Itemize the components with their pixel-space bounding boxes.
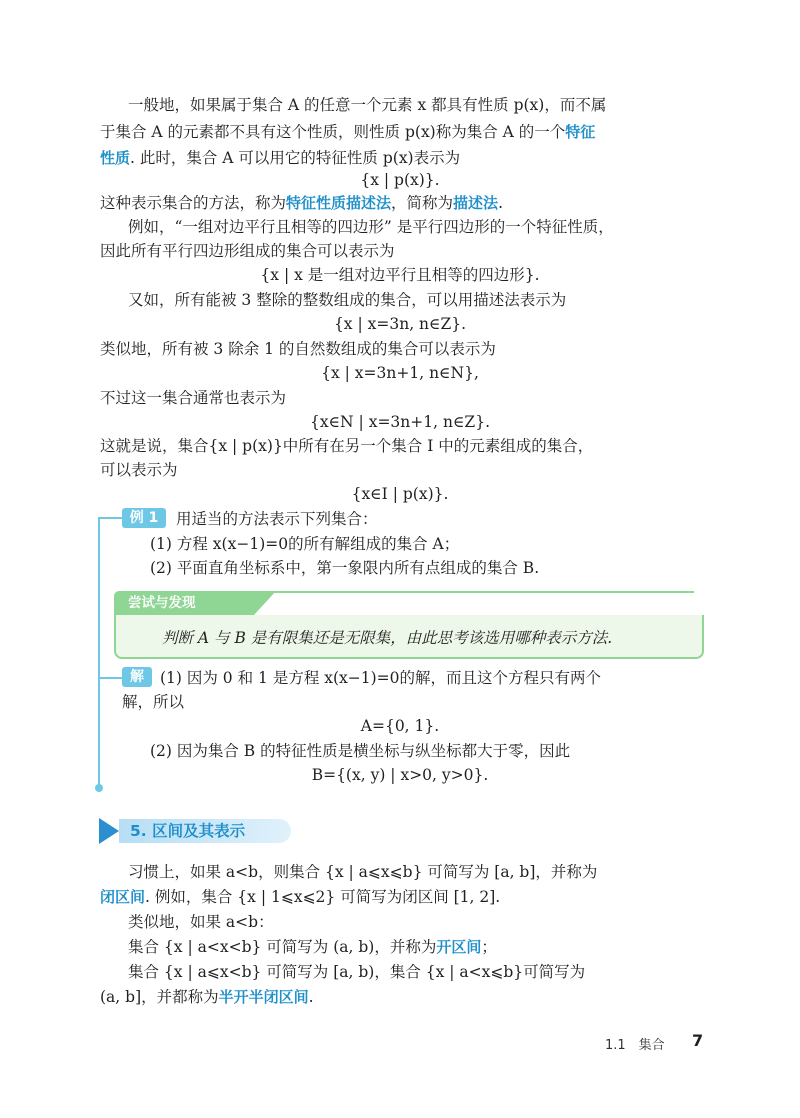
term-open-interval: 开区间 <box>436 938 482 956</box>
para-line <box>100 122 595 142</box>
term-characteristic: 性质 <box>100 149 131 167</box>
para-line <box>100 987 314 1007</box>
footer-section-ref: 1.1 集合 <box>605 1038 665 1053</box>
para-text: 习惯上，如果 a<b，则集合 {x | a⩽x⩽b} 可简写为 [a, b]，并称为 <box>128 863 598 881</box>
try-box-top-rule <box>254 591 694 593</box>
formula: {x | x=3n+1, n∈N}, <box>321 364 479 382</box>
example-item: (2) 平面直角坐标系中，第一象限内所有点组成的集合 B. <box>150 559 540 577</box>
try-box-title: 尝试与发现 <box>114 591 254 615</box>
try-box-title-tip <box>254 591 276 615</box>
formula: {x∈N | x=3n+1, n∈Z}. <box>309 413 490 431</box>
para-line: 这就是说，集合{x | p(x)}中所有在另一个集合 I 中的元素组成的集合， <box>100 437 594 455</box>
term-closed-interval: 闭区间 <box>100 888 146 906</box>
para-line <box>100 887 500 907</box>
para-line: 不过这一集合通常也表示为 <box>100 389 287 407</box>
para-line <box>100 193 503 213</box>
para-text: 集合 {x | a<x<b} 可简写为 (a, b)，并称为 <box>128 938 437 956</box>
example-label: 例 1 <box>122 508 166 528</box>
section-marker-icon <box>99 818 119 844</box>
para-line: 集合 {x | a⩽x<b} 可简写为 [a, b)，集合 {x | a<x⩽b}可简写为 <box>128 963 586 981</box>
para-line <box>100 148 460 168</box>
term-short: 描述法 <box>453 194 499 212</box>
para-line: 例如，“一组对边平行且相等的四边形” 是平行四边形的一个特征性质， <box>128 218 614 236</box>
solution-label: 解 <box>122 667 152 687</box>
para-text: 这种表示集合的方法，称为 <box>100 194 287 212</box>
section-title: 5. 区间及其表示 <box>130 822 246 840</box>
example-rule-end-dot <box>95 784 103 792</box>
solution-line: (2) 因为集合 B 的特征性质是横坐标与纵坐标都大于零，因此 <box>150 742 571 760</box>
para-line <box>128 937 497 957</box>
para-text: . <box>308 988 314 1006</box>
try-box-text: 判断 A 与 B 是有限集还是无限集，由此思考该选用哪种表示方法. <box>162 629 613 647</box>
para-text: . <box>498 194 503 212</box>
para-text: (a, b]，并都称为 <box>100 988 219 1006</box>
formula: {x | x=3n, n∈Z}. <box>333 315 467 333</box>
page-number: 7 <box>692 1031 704 1050</box>
para-line: 又如，所有能被 3 整除的整数组成的集合，可以用描述法表示为 <box>128 291 567 309</box>
solution-rule <box>98 677 122 679</box>
formula: {x∈I | p(x)}. <box>351 485 449 503</box>
para-line <box>128 862 597 882</box>
para-line: 一般地，如果属于集合 A 的任意一个元素 x 都具有性质 p(x)，而不属 <box>128 96 607 114</box>
solution-line: (1) 因为 0 和 1 是方程 x(x−1)=0的解，而且这个方程只有两个 <box>160 669 602 687</box>
para-line: 因此所有平行四边形组成的集合可以表示为 <box>100 242 395 260</box>
para-line: 可以表示为 <box>100 461 178 479</box>
term-half-open-interval: 半开半闭区间 <box>218 988 309 1006</box>
example-rule <box>98 517 122 519</box>
para-line: 类似地，所有被 3 除余 1 的自然数组成的集合可以表示为 <box>100 340 496 358</box>
para-text: ，简称为 <box>391 194 454 212</box>
formula: B={(x, y) | x>0, y>0}. <box>311 766 489 784</box>
formula: A={0, 1}. <box>360 717 440 735</box>
para-text: . 例如，集合 {x | 1⩽x⩽2} 可简写为闭区间 [1, 2]. <box>145 888 501 906</box>
term-characteristic: 特征 <box>565 123 596 141</box>
solution-line: 解，所以 <box>122 693 185 711</box>
term-method: 特征性质描述法 <box>286 194 392 212</box>
formula: {x | p(x)}. <box>360 171 440 189</box>
example-rule-vertical <box>98 517 100 789</box>
example-item: (1) 方程 x(x−1)=0的所有解组成的集合 A； <box>150 535 460 553</box>
para-line: 类似地，如果 a<b： <box>128 913 274 931</box>
para-text: 于集合 A 的元素都不具有这个性质，则性质 p(x)称为集合 A 的一个 <box>100 123 566 141</box>
example-prompt: 用适当的方法表示下列集合： <box>176 510 378 528</box>
para-text: . 此时，集合 A 可以用它的特征性质 p(x)表示为 <box>130 149 461 167</box>
para-text: ； <box>481 938 497 956</box>
formula: {x | x 是一组对边平行且相等的四边形}. <box>260 266 540 284</box>
